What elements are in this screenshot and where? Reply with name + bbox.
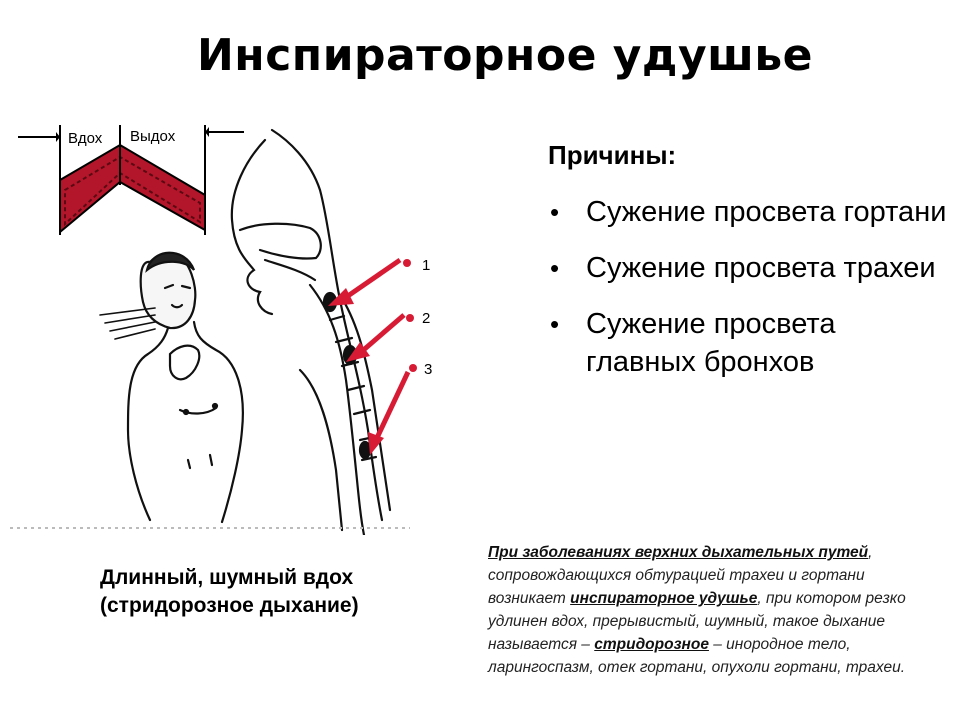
marker-3: 3 bbox=[424, 361, 433, 378]
marker-1: 1 bbox=[422, 257, 431, 274]
marker-2: 2 bbox=[422, 310, 431, 327]
note-text-2: , при котором резко удлинен вдох, прерывистый, шумный, такое дыхание называется – bbox=[488, 590, 906, 653]
caption-line-1: Длинный, шумный вдох bbox=[100, 566, 354, 589]
note-emphasis-stridor: стридорозное bbox=[594, 636, 709, 653]
note-emphasis-term: инспираторное удушье bbox=[570, 590, 758, 607]
cause-item-larynx: • Сужение просвета гортани bbox=[548, 193, 948, 231]
exhale-label: Выдох bbox=[130, 128, 176, 145]
note-text-1: , сопровождающихся обтурацией трахеи и гортани возникает bbox=[488, 544, 873, 607]
page-title: Инспираторное удушье bbox=[196, 30, 814, 81]
causes-heading: Причины: bbox=[548, 140, 677, 170]
breathing-graph bbox=[18, 125, 244, 235]
caption-line-2: (стридорозное дыхание) bbox=[100, 594, 359, 617]
stridor-illustration bbox=[10, 110, 470, 535]
illustration-caption bbox=[100, 564, 410, 620]
causes-section bbox=[548, 140, 948, 399]
cause-item-bronchi: • Сужение просвета главных бронхов bbox=[548, 305, 948, 381]
cause-item-trachea: • Сужение просвета трахеи bbox=[548, 249, 948, 287]
inhale-label: Вдох bbox=[68, 130, 103, 147]
explanatory-note bbox=[488, 541, 940, 679]
cause-list bbox=[548, 193, 948, 381]
note-emphasis-diseases: При заболеваниях верхних дыхательных путей bbox=[488, 544, 869, 561]
person-figure bbox=[100, 253, 243, 522]
airway-diagram bbox=[232, 130, 390, 535]
note-text-3: – инородное тело, ларингоспазм, отек гортани, опухоли гортани, трахеи. bbox=[488, 636, 906, 676]
markers bbox=[403, 257, 432, 378]
